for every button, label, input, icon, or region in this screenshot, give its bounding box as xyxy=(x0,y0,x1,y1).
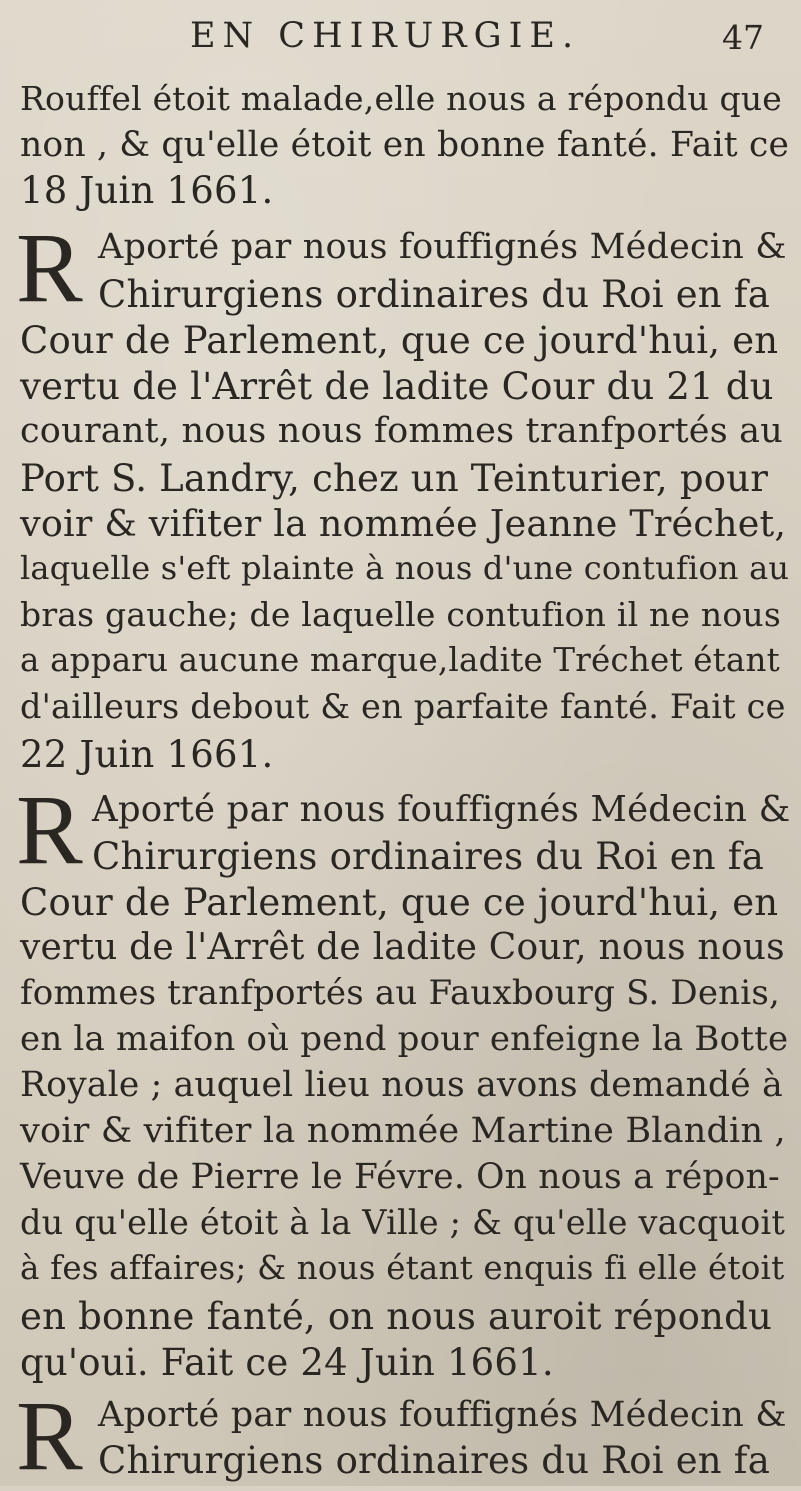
text-line: Royale ; auquel lieu nous avons demandé à xyxy=(20,1065,783,1105)
text-line: a apparu aucune marque,ladite Tréchet étant xyxy=(20,641,780,679)
dropcap-letter: R xyxy=(16,212,83,323)
text-line: Chirurgiens ordinaires du Roi en fa xyxy=(98,1439,770,1482)
text-line: fommes tranfportés au Fauxbourg S. Denis, xyxy=(20,973,780,1013)
text-line: d'ailleurs debout & en parfaite fanté. Fait ce xyxy=(20,687,786,726)
text-line: en la maifon où pend pour enfeigne la Botte xyxy=(20,1019,789,1059)
text-line: laquelle s'eft plainte à nous d'une contufion au xyxy=(20,549,790,587)
text-line: non , & qu'elle étoit en bonne fanté. Fait ce xyxy=(20,125,790,165)
text-line: courant, nous nous fommes tranfportés au xyxy=(20,411,783,451)
dropcap-letter: R xyxy=(16,1380,83,1491)
text-line: en bonne fanté, on nous auroit répondu xyxy=(20,1295,772,1338)
text-line: Rouffel étoit malade,elle nous a répondu que xyxy=(20,79,783,118)
page-number: 47 xyxy=(722,18,764,57)
text-line: vertu de l'Arrêt de ladite Cour, nous nous xyxy=(20,927,785,968)
text-line: vertu de l'Arrêt de ladite Cour du 21 du xyxy=(20,365,774,408)
text-line: Aporté par nous fouffignés Médecin & xyxy=(98,227,787,267)
text-line: 22 Juin 1661. xyxy=(20,733,274,776)
text-line: bras gauche; de laquelle contufion il ne nous xyxy=(20,595,782,634)
text-line: Cour de Parlement, que ce jourd'hui, en xyxy=(20,881,779,924)
running-title: EN CHIRURGIE. xyxy=(190,16,581,56)
text-line: à fes affaires; & nous étant enquis fi elle étoit xyxy=(20,1249,785,1287)
text-line: du qu'elle étoit à la Ville ; & qu'elle vacquoit xyxy=(20,1203,786,1242)
dropcap-letter: R xyxy=(16,774,83,885)
text-line: voir & vifiter la nommée Martine Blandin , xyxy=(20,1111,786,1151)
text-line: qu'oui. Fait ce 24 Juin 1661. xyxy=(20,1341,554,1384)
text-line: Port S. Landry, chez un Teinturier, pour xyxy=(20,457,769,500)
text-line: Cour de Parlement, que ce jourd'hui, en xyxy=(20,319,779,362)
text-line: Aporté par nous fouffignés Médecin & xyxy=(98,1395,787,1435)
text-line: Chirurgiens ordinaires du Roi en fa xyxy=(98,273,770,316)
text-line: 18 Juin 1661. xyxy=(20,169,274,212)
text-line: Chirurgiens ordinaires du Roi en fa xyxy=(92,835,764,878)
text-line: Aporté par nous fouffignés Médecin & xyxy=(92,789,791,830)
text-line: Veuve de Pierre le Févre. On nous a répon- xyxy=(20,1157,780,1197)
text-line: voir & vifiter la nommée Jeanne Tréchet, xyxy=(20,502,787,545)
